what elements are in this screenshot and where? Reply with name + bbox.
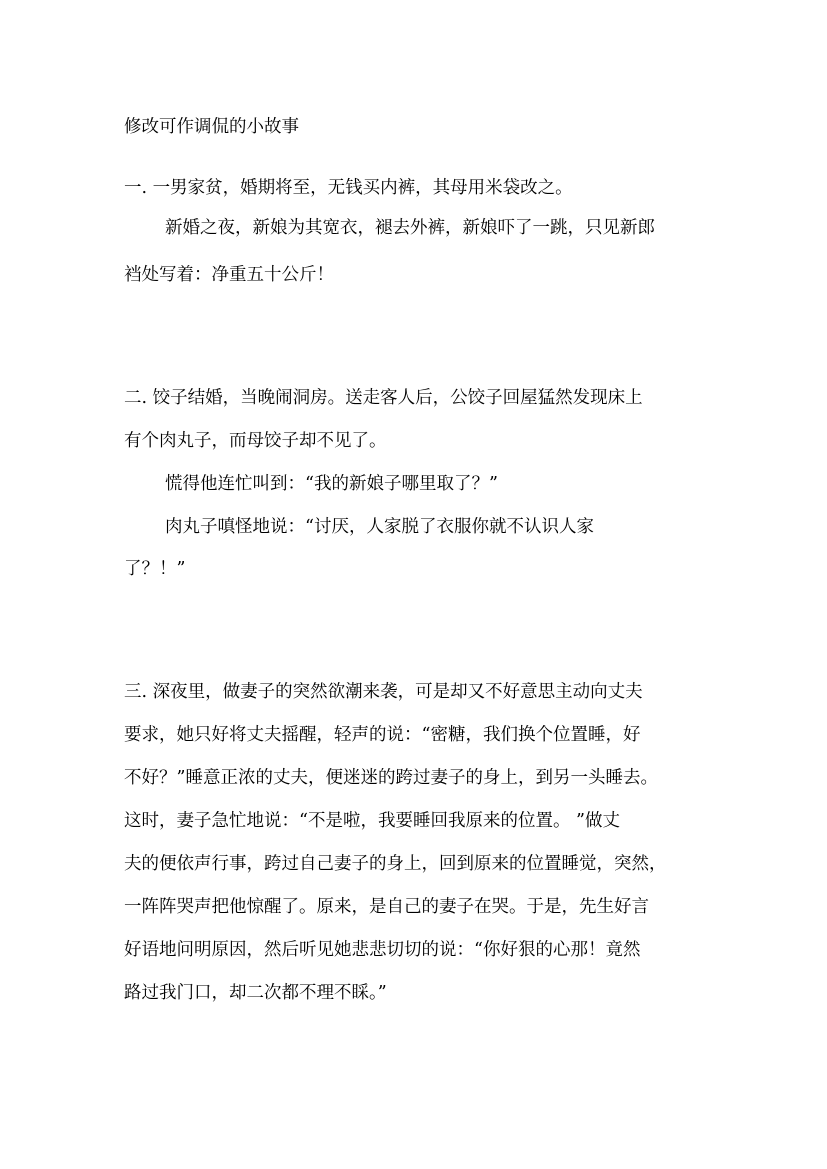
story-3-line-2: 要求，她只好将丈夫摇醒，轻声的说：“密糖，我们换个位置睡，好: [124, 725, 641, 745]
story-1-line-1: 一. 一男家贫，婚期将至，无钱买内裤，其母用米袋改之。: [124, 178, 573, 198]
story-2-line-5: 了？！”: [124, 559, 186, 579]
story-3-line-3: 不好？”睡意正浓的丈夫，便迷迷的跨过妻子的身上，到另一头睡去。: [124, 768, 658, 788]
story-2-line-1: 二. 饺子结婚，当晚闹洞房。送走客人后，公饺子回屋猛然发现床上: [124, 388, 643, 408]
document-title: 修改可作调侃的小故事: [124, 117, 299, 137]
story-2-line-4: 肉丸子嗔怪地说：“讨厌，人家脱了衣服你就不认识人家: [165, 517, 594, 537]
story-3-line-6: 一阵阵哭声把他惊醒了。原来，是自己的妻子在哭。于是，先生好言: [124, 897, 649, 917]
story-3-line-1: 三. 深夜里，做妻子的突然欲潮来袭，可是却又不好意思主动向丈夫: [124, 682, 643, 702]
story-3-line-7: 好语地问明原因，然后听见她悲悲切切的说：“你好狠的心那！竟然: [124, 940, 641, 960]
story-1-line-3: 裆处写着：净重五十公斤！: [124, 265, 334, 285]
story-2-line-3: 慌得他连忙叫到：“我的新娘子哪里取了？”: [165, 474, 498, 494]
story-2-line-2: 有个肉丸子，而母饺子却不见了。: [124, 431, 387, 451]
story-1-line-2: 新婚之夜，新娘为其宽衣，褪去外裤，新娘吓了一跳，只见新郎: [165, 218, 655, 238]
story-3-line-5: 夫的便依声行事，跨过自己妻子的身上，回到原来的位置睡觉，突然，: [124, 854, 667, 874]
story-3-line-4: 这时，妻子急忙地说：“不是啦，我要睡回我原来的位置。 ”做丈: [124, 811, 620, 831]
story-3-line-8: 路过我门口，却二次都不理不睬。”: [124, 983, 387, 1003]
